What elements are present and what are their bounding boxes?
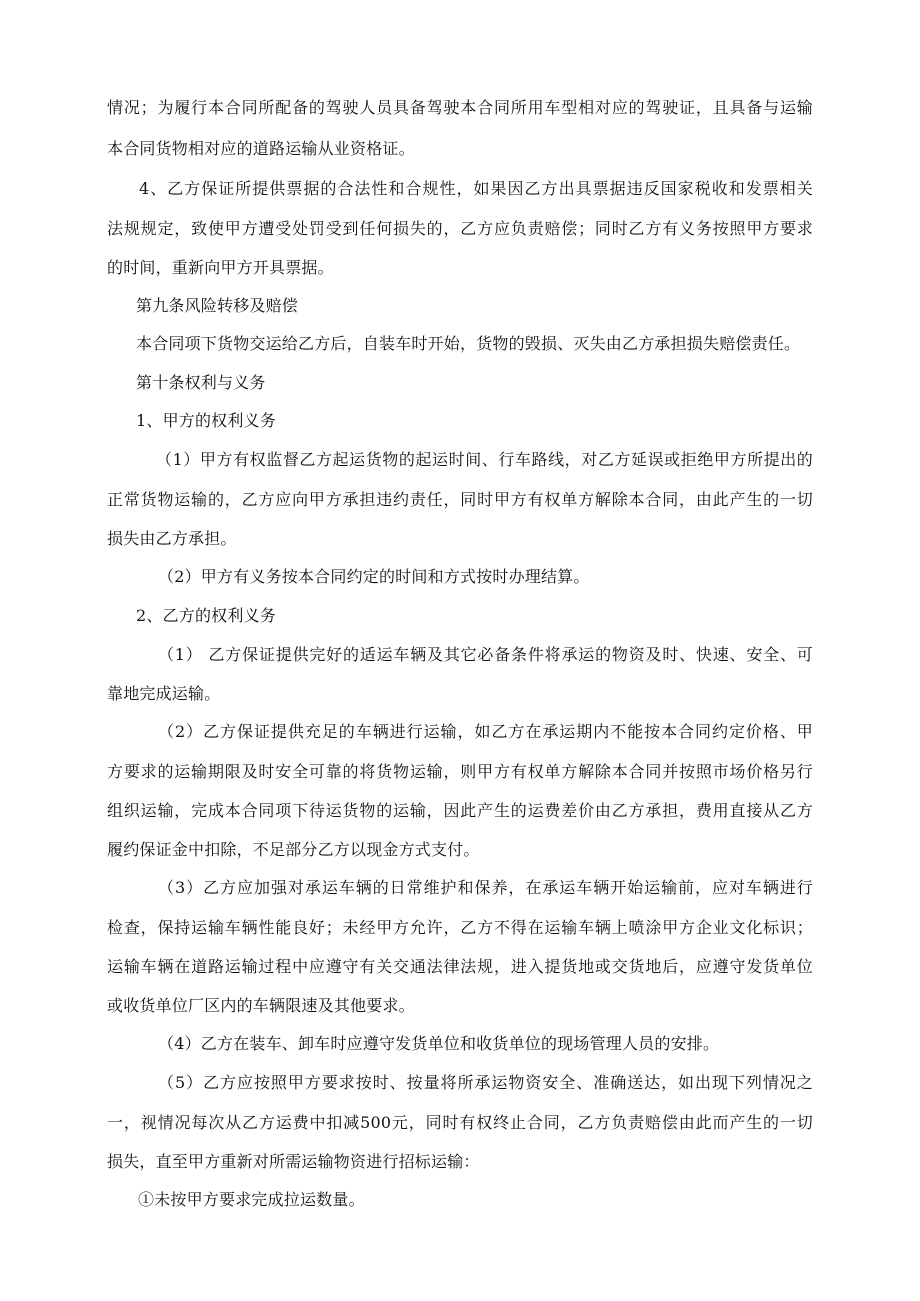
text-line: （3）乙方应加强对承运车辆的日常维护和保养，在承运车辆开始运输前，应对车辆进行 [158, 878, 813, 897]
text-line: 一，视情况每次从乙方运费中扣减500元，同时有权终止合同，乙方负责赔偿由此而产生的一切 [107, 1113, 813, 1132]
text-line: （5）乙方应按照甲方要求按时、按量将所承运物资安全、准确送达，如出现下列情况之 [158, 1073, 813, 1092]
text-line: （4）乙方在装车、卸车时应遵守发货单位和收货单位的现场管理人员的安排。 [158, 1034, 720, 1053]
text-line: 或收货单位厂区内的车辆限速及其他要求。 [107, 996, 415, 1015]
text-line: （2）甲方有义务按本合同约定的时间和方式按时办理结算。 [158, 567, 590, 586]
text-line: 本合同项下货物交运给乙方后，自装车时开始，货物的毁损、灭失由乙方承担损失赔偿责任。 [136, 334, 801, 353]
text-line: ①未按甲方要求完成拉运数量。 [138, 1190, 365, 1209]
text-line: 组织运输，完成本合同项下待运货物的运输，因此产生的运费差价由乙方承担，费用直接从乙方 [107, 801, 813, 820]
text-line: 运输车辆在道路运输过程中应遵守有关交通法律法规，进入提货地或交货地后，应遵守发货单位 [107, 957, 813, 976]
text-line: 履约保证金中扣除，不足部分乙方以现金方式支付。 [107, 840, 480, 859]
text-line: 方要求的运输期限及时安全可靠的将货物运输，则甲方有权单方解除本合同并按照市场价格另行 [107, 762, 813, 781]
text-line: 损失，直至甲方重新对所需运输物资进行招标运输： [107, 1152, 480, 1171]
text-line: 本合同货物相对应的道路运输从业资格证。 [107, 139, 415, 158]
text-line: 靠地完成运输。 [107, 684, 221, 703]
text-line: 损失由乙方承担。 [107, 529, 237, 548]
text-line: 正常货物运输的，乙方应向甲方承担违约责任，同时甲方有权单方解除本合同，由此产生的一切 [107, 490, 813, 509]
subsection-heading: 1、甲方的权利义务 [136, 411, 276, 430]
text-line: 4、乙方保证所提供票据的合法性和合规性，如果因乙方出具票据违反国家税收和发票相关 [139, 179, 813, 198]
text-line: （1）甲方有权监督乙方起运货物的起运时间、行车路线，对乙方延误或拒绝甲方所提出的 [156, 450, 813, 469]
subsection-heading: 2、乙方的权利义务 [136, 606, 276, 625]
text-line: （2）乙方保证提供充足的车辆进行运输，如乙方在承运期内不能按本合同约定价格、甲 [158, 722, 813, 741]
text-line: 的时间，重新向甲方开具票据。 [107, 258, 334, 277]
section-heading: 第九条风险转移及赔偿 [136, 296, 299, 315]
text-line: 法规规定，致使甲方遭受处罚受到任何损失的，乙方应负责赔偿；同时乙方有义务按照甲方要求 [107, 219, 813, 238]
text-line: （1） 乙方保证提供完好的适运车辆及其它必备条件将承运的物资及时、快速、安全、可 [158, 645, 813, 664]
text-line: 情况；为履行本合同所配备的驾驶人员具备驾驶本合同所用车型相对应的驾驶证，且具备与运输 [107, 98, 813, 117]
text-line: 检查，保持运输车辆性能良好；未经甲方允许，乙方不得在运输车辆上喷涂甲方企业文化标识； [107, 918, 813, 937]
section-heading: 第十条权利与义务 [136, 373, 266, 392]
